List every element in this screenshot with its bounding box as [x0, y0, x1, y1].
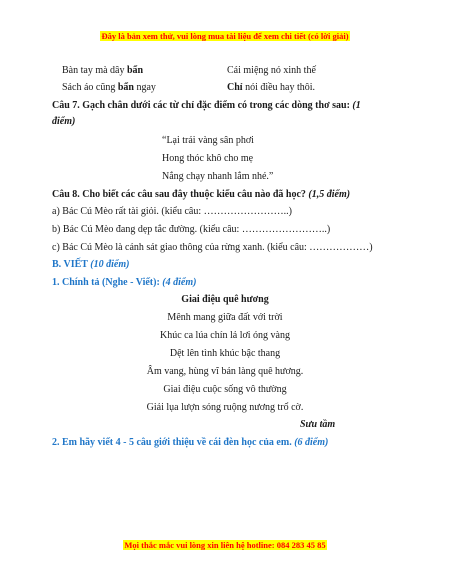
q7-verse-1: “Lại trải vàng sân phơi — [162, 135, 254, 146]
poem2-line-5: Giai điệu cuộc sống vô thường — [163, 384, 287, 395]
poem2-line-2: Khúc ca lúa chín lả lơi óng vàng — [160, 330, 290, 341]
q8-item-b: b) Bác Cú Mèo đang dẹp tắc đường. (kiểu câu: ……………………..) — [52, 224, 331, 235]
poem2-line-1: Mênh mang giữa đất với trời — [167, 312, 283, 323]
q8-heading: Câu 8. Cho biết các câu sau đây thuộc kiểu câu nào đã học? (1,5 điểm) — [52, 189, 351, 200]
poem2-source: Sưu tầm — [300, 419, 336, 430]
poem2-line-3: Dệt lên tình khúc bậc thang — [169, 348, 281, 359]
poem2-title: Giai điệu quê hương — [181, 294, 269, 305]
poem1-line2-left: Sách áo cũng bẩn ngay — [62, 82, 156, 93]
poem1-line2-right: Chỉ nói điều hay thôi. — [227, 82, 316, 93]
poem1-line1-left: Bàn tay mà dây bẩn — [62, 65, 144, 76]
header-notice — [0, 26, 450, 44]
footer-notice-text: Mọi thắc mắc vui lòng xin liên hệ hotline: 084 283 45 85 — [124, 540, 326, 550]
q8-item-a: a) Bác Cú Mèo rất tài giỏi. (kiểu câu: ……………………..) — [52, 206, 292, 217]
q1-heading: 1. Chính tả (Nghe - Viết): (4 điểm) — [52, 277, 197, 288]
q2-heading: 2. Em hãy viết 4 - 5 câu giới thiệu về cái đèn học của em. (6 điểm) — [52, 437, 329, 448]
footer-notice — [0, 535, 450, 553]
header-notice-text: Đây là bản xem thử, vui lòng mua tài liệu để xem chi tiết (có lời giải) — [101, 31, 349, 41]
poem2-line-6: Giải lụa lượn sóng ruộng nương trổ cờ. — [146, 402, 304, 413]
q7-points-cont: điểm) — [52, 116, 76, 127]
q8-item-c: c) Bác Cú Mèo là cảnh sát giao thông của rừng xanh. (kiểu câu: ………………) — [52, 242, 373, 253]
q7-verse-3: Nắng chạy nhanh lắm nhé.” — [162, 171, 274, 182]
poem2-line-4: Âm vang, hùng vĩ bản làng quê hương. — [146, 366, 304, 377]
q7-verse-2: Hong thóc khô cho mẹ — [162, 153, 254, 164]
q7-heading: Câu 7. Gạch chân dưới các từ chỉ đặc điểm có trong các dòng thơ sau: (1 — [52, 100, 361, 111]
section-b-heading: B. VIẾT (10 điểm) — [52, 259, 130, 270]
poem1-line1-right: Cái miệng nó xinh thế — [227, 65, 316, 76]
